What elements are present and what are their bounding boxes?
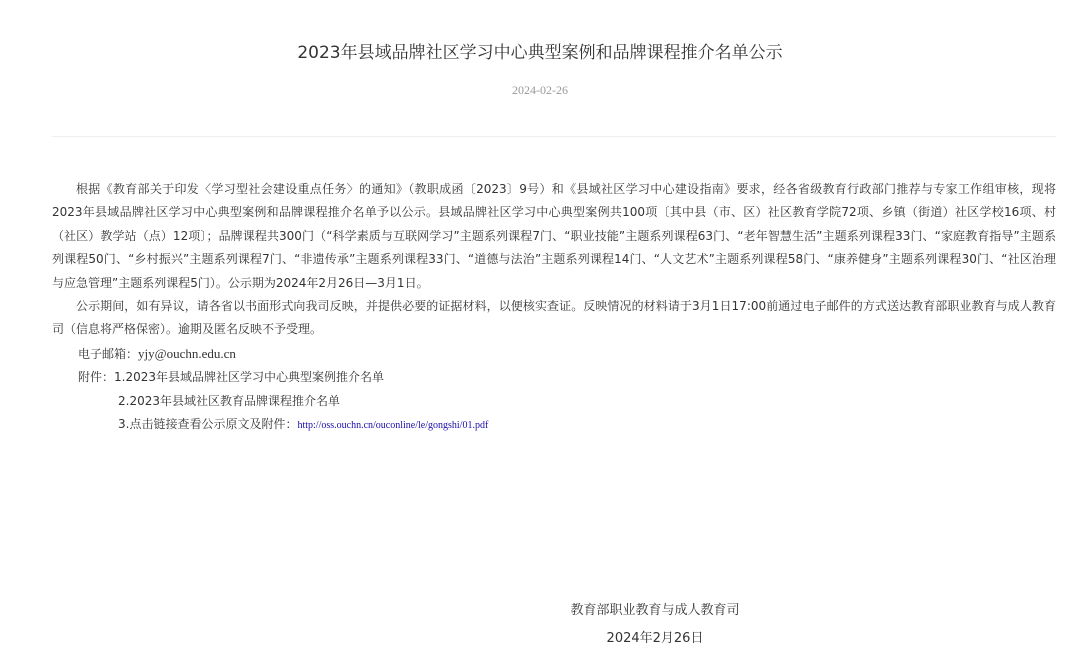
attachment-pdf-link[interactable]: http://oss.ouchn.cn/ouconline/le/gongshi/01.pdf [297,420,489,432]
signature-organization: 教育部职业教育与成人教育司 [570,603,740,618]
paragraph-objection: 公示期间，如有异议，请各省以书面形式向我司反映，并提供必要的证据材料，以便核实查证。反映情况的材料请于3月1日17:00前通过电子邮件的方式送达教育部职业教育与成人教育司（信息将严格保密）。逾期及匿名反映不予受理。 [52,299,1056,337]
signature-date: 2024年2月26日 [606,631,704,646]
attachment-line-3 [52,413,1056,437]
attachment-1: 1.2023年县域品牌社区学习中心典型案例推介名单 [114,370,385,385]
article-body [52,178,1056,437]
attachment-line-1 [52,366,1056,389]
email-line [52,342,1056,366]
attachment-3-label: 3.点击链接查看公示原文及附件： [118,417,298,432]
attachment-2: 2.2023年县域社区教育品牌课程推介名单 [118,393,340,408]
attachments-label: 附件： [78,370,115,385]
publish-date: 2024-02-26 [512,83,568,97]
email-value: yjy@ouchn.edu.cn [138,345,236,361]
divider [52,136,1056,137]
paragraph-announcement: 根据《教育部关于印发〈学习型社会建设重点任务〉的通知》（教职成函〔2023〕9号）和《县域社区学习中心建设指南》要求，经各省级教育行政部门推荐与专家工作组审核，现将2023年县域品牌社区学习中心典型案例和品牌课程推介名单予以公示。县域品牌社区学习中心典型案例共100项〔其中县（市、区）社区教育学院72项、乡镇（街道）社区学校16项、村（社区）教学站（点）12项〕；品牌课程共300门（“科学素质与互联网学习”主题系列课程7门、“职业技能”主题系列课程63门、“老年智慧生活”主题系列课程33门、“家庭教育指导”主题系列课程50门、“乡村振兴”主题系列课程7门、“非遗传承”主题系列课程33门、“道德与法治”主题系列课程14门、“人文艺术”主题系列课程58门、“康养健身”主题系列课程30门、“社区治理与应急管理”主题系列课程5门）。公示期为2024年2月26日—3月1日。 [52,182,1056,290]
email-label: 电子邮箱： [78,346,139,361]
page-title: 2023年县域品牌社区学习中心典型案例和品牌课程推介名单公示 [297,43,783,63]
